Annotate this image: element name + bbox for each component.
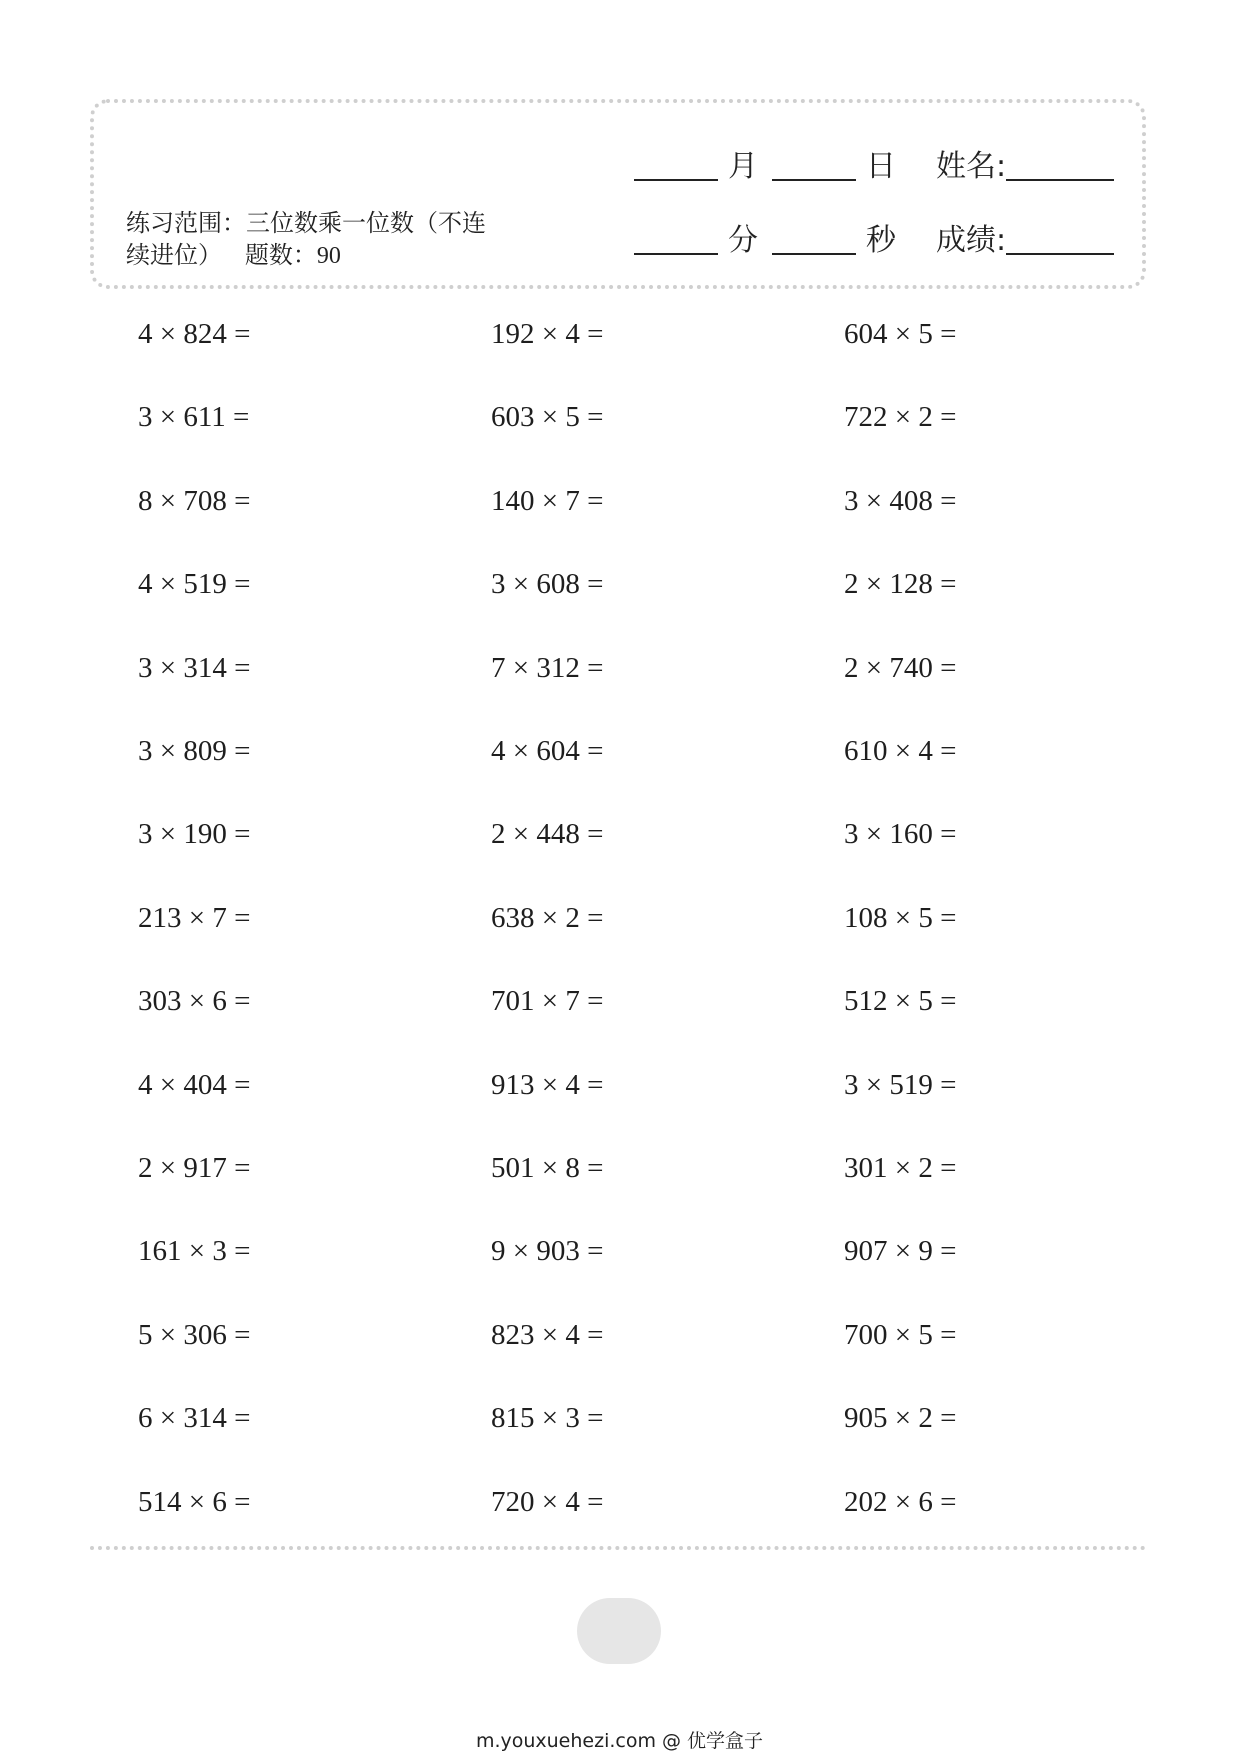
- math-problem: 700 × 5 =: [844, 1319, 957, 1351]
- math-problem: 3 × 519 =: [844, 1069, 957, 1101]
- math-problem: 2 × 448 =: [491, 818, 604, 850]
- math-problem: 603 × 5 =: [491, 401, 604, 433]
- math-problem: 3 × 408 =: [844, 485, 957, 517]
- math-problem: 3 × 190 =: [138, 818, 251, 850]
- math-problem: 720 × 4 =: [491, 1486, 604, 1518]
- math-problem: 3 × 611 =: [138, 401, 250, 433]
- score-label: 成绩:: [936, 223, 1007, 258]
- math-problem: 8 × 708 =: [138, 485, 251, 517]
- math-problem: 604 × 5 =: [844, 318, 957, 350]
- math-problem: 2 × 128 =: [844, 568, 957, 600]
- math-problem: 3 × 314 =: [138, 652, 251, 684]
- math-problem: 3 × 160 =: [844, 818, 957, 850]
- math-problem: 4 × 404 =: [138, 1069, 251, 1101]
- day-label: 日: [866, 149, 896, 184]
- math-problem: 213 × 7 =: [138, 902, 251, 934]
- math-problem: 301 × 2 =: [844, 1152, 957, 1184]
- name-label: 姓名:: [936, 149, 1007, 184]
- math-problem: 9 × 903 =: [491, 1235, 604, 1267]
- math-problem: 815 × 3 =: [491, 1402, 604, 1434]
- minute-label: 分: [728, 223, 758, 258]
- math-problem: 913 × 4 =: [491, 1069, 604, 1101]
- math-problem: 514 × 6 =: [138, 1486, 251, 1518]
- math-problem: 2 × 740 =: [844, 652, 957, 684]
- math-problem: 4 × 824 =: [138, 318, 251, 350]
- math-problem: 4 × 604 =: [491, 735, 604, 767]
- math-problem: 501 × 8 =: [491, 1152, 604, 1184]
- math-problem: 140 × 7 =: [491, 485, 604, 517]
- math-problem: 722 × 2 =: [844, 401, 957, 433]
- math-problem: 3 × 809 =: [138, 735, 251, 767]
- footer-divider: [90, 1546, 1146, 1550]
- footer-site: m.youxuehezi.com @ 优学盒子: [475, 1730, 764, 1752]
- math-problem: 303 × 6 =: [138, 985, 251, 1017]
- question-count: 90: [316, 243, 341, 269]
- math-problem: 192 × 4 =: [491, 318, 604, 350]
- math-problem: 3 × 608 =: [491, 568, 604, 600]
- math-problem: 4 × 519 =: [138, 568, 251, 600]
- math-problem: 905 × 2 =: [844, 1402, 957, 1434]
- question-count-label: 题数：: [244, 241, 317, 269]
- math-problem: 161 × 3 =: [138, 1235, 251, 1267]
- page-indicator: [577, 1598, 661, 1664]
- math-problem: 638 × 2 =: [491, 902, 604, 934]
- month-label: 月: [728, 149, 758, 184]
- math-problem: 202 × 6 =: [844, 1486, 957, 1518]
- second-label: 秒: [866, 223, 896, 258]
- math-problem: 823 × 4 =: [491, 1319, 604, 1351]
- math-problem: 701 × 7 =: [491, 985, 604, 1017]
- math-problem: 6 × 314 =: [138, 1402, 251, 1434]
- practice-range-label: 练习范围：三位数乘一位数（不连续进位）: [126, 209, 486, 269]
- math-problem: 5 × 306 =: [138, 1319, 251, 1351]
- math-problem: 108 × 5 =: [844, 902, 957, 934]
- math-problem: 2 × 917 =: [138, 1152, 251, 1184]
- math-problem: 7 × 312 =: [491, 652, 604, 684]
- math-problem: 907 × 9 =: [844, 1235, 957, 1267]
- math-problem: 512 × 5 =: [844, 985, 957, 1017]
- math-problem: 610 × 4 =: [844, 735, 957, 767]
